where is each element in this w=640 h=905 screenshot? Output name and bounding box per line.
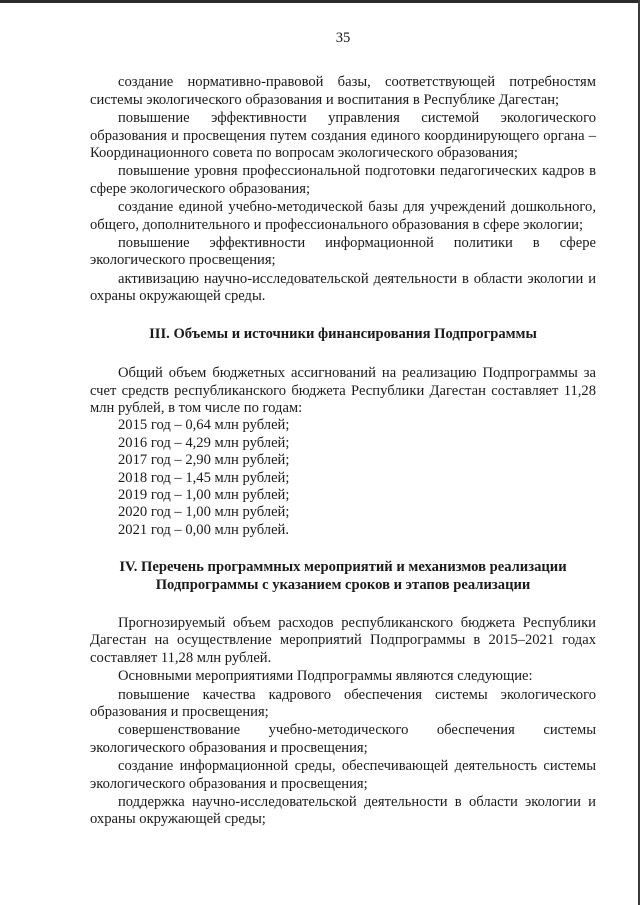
task-item: повышение уровня профессиональной подготовки педагогических кадров в сфере экологического образования;: [90, 163, 596, 197]
section-4-heading-line1: IV. Перечень программных мероприятий и механизмов реализации: [119, 559, 567, 576]
budget-intro: Общий объем бюджетных ассигнований на реализацию Подпрограммы за счет средств республиканского бюджета Республики Дагестан составляет 11,28 млн рублей, в том числе по годам:: [90, 365, 596, 416]
section-3-heading: III. Объемы и источники финансирования Подпрограммы: [149, 325, 537, 342]
task-item: повышение эффективности управления системой экологического образования и просвещения путем создания единого координирующего органа – Координационного совета по вопросам экологического образования;: [90, 110, 596, 162]
section-4-heading: [90, 559, 596, 594]
measure-item: создание информационной среды, обеспечивающей деятельность системы экологического образования и просвещения;: [90, 758, 596, 792]
tasks-list: [90, 74, 596, 305]
budget-year-item: 2016 год – 4,29 млн рублей;: [118, 434, 290, 451]
budget-year-item: 2021 год – 0,00 млн рублей.: [118, 521, 290, 538]
scan-top-edge: [0, 0, 640, 3]
page-number: 35: [335, 30, 351, 46]
measure-item: повышение качества кадрового обеспечения системы экологического образования и просвещения;: [90, 686, 596, 720]
measures-lead: Основными мероприятиями Подпрограммы являются следующие:: [118, 668, 533, 685]
budget-year-item: 2017 год – 2,90 млн рублей;: [118, 452, 290, 469]
task-item: активизацию научно-исследовательской деятельности в области экологии и охраны окружающей среды.: [90, 270, 596, 305]
budget-years-list: [90, 417, 596, 539]
budget-year-item: 2020 год – 1,00 млн рублей;: [118, 504, 290, 521]
document-page: [90, 30, 596, 830]
section-4-heading-line2: Подпрограммы с указанием сроков и этапов реализации: [155, 576, 531, 593]
expenses-intro: Прогнозируемый объем расходов республиканского бюджета Республики Дагестан на осуществление мероприятий Подпрограммы в 2015–2021 годах составляет 11,28 млн рублей.: [90, 614, 596, 666]
task-item: создание нормативно-правовой базы, соответствующей потребностям системы экологического образования и воспитания в Республике Дагестан;: [90, 74, 596, 108]
measure-item: совершенствование учебно-методического обеспечения системы экологического образования и просвещения;: [90, 722, 596, 756]
budget-year-item: 2019 год – 1,00 млн рублей;: [118, 486, 290, 503]
measure-item: поддержка научно-исследовательской деятельности в области экологии и охраны окружающей среды;: [90, 794, 596, 828]
task-item: повышение эффективности информационной политики в сфере экологического просвещения;: [90, 235, 596, 269]
budget-year-item: 2015 год – 0,64 млн рублей;: [118, 417, 290, 434]
task-item: создание единой учебно-методической базы для учреждений дошкольного, общего, дополнительного и профессионального образования в сфере экологии;: [90, 199, 596, 233]
budget-year-item: 2018 год – 1,45 млн рублей;: [118, 469, 290, 486]
